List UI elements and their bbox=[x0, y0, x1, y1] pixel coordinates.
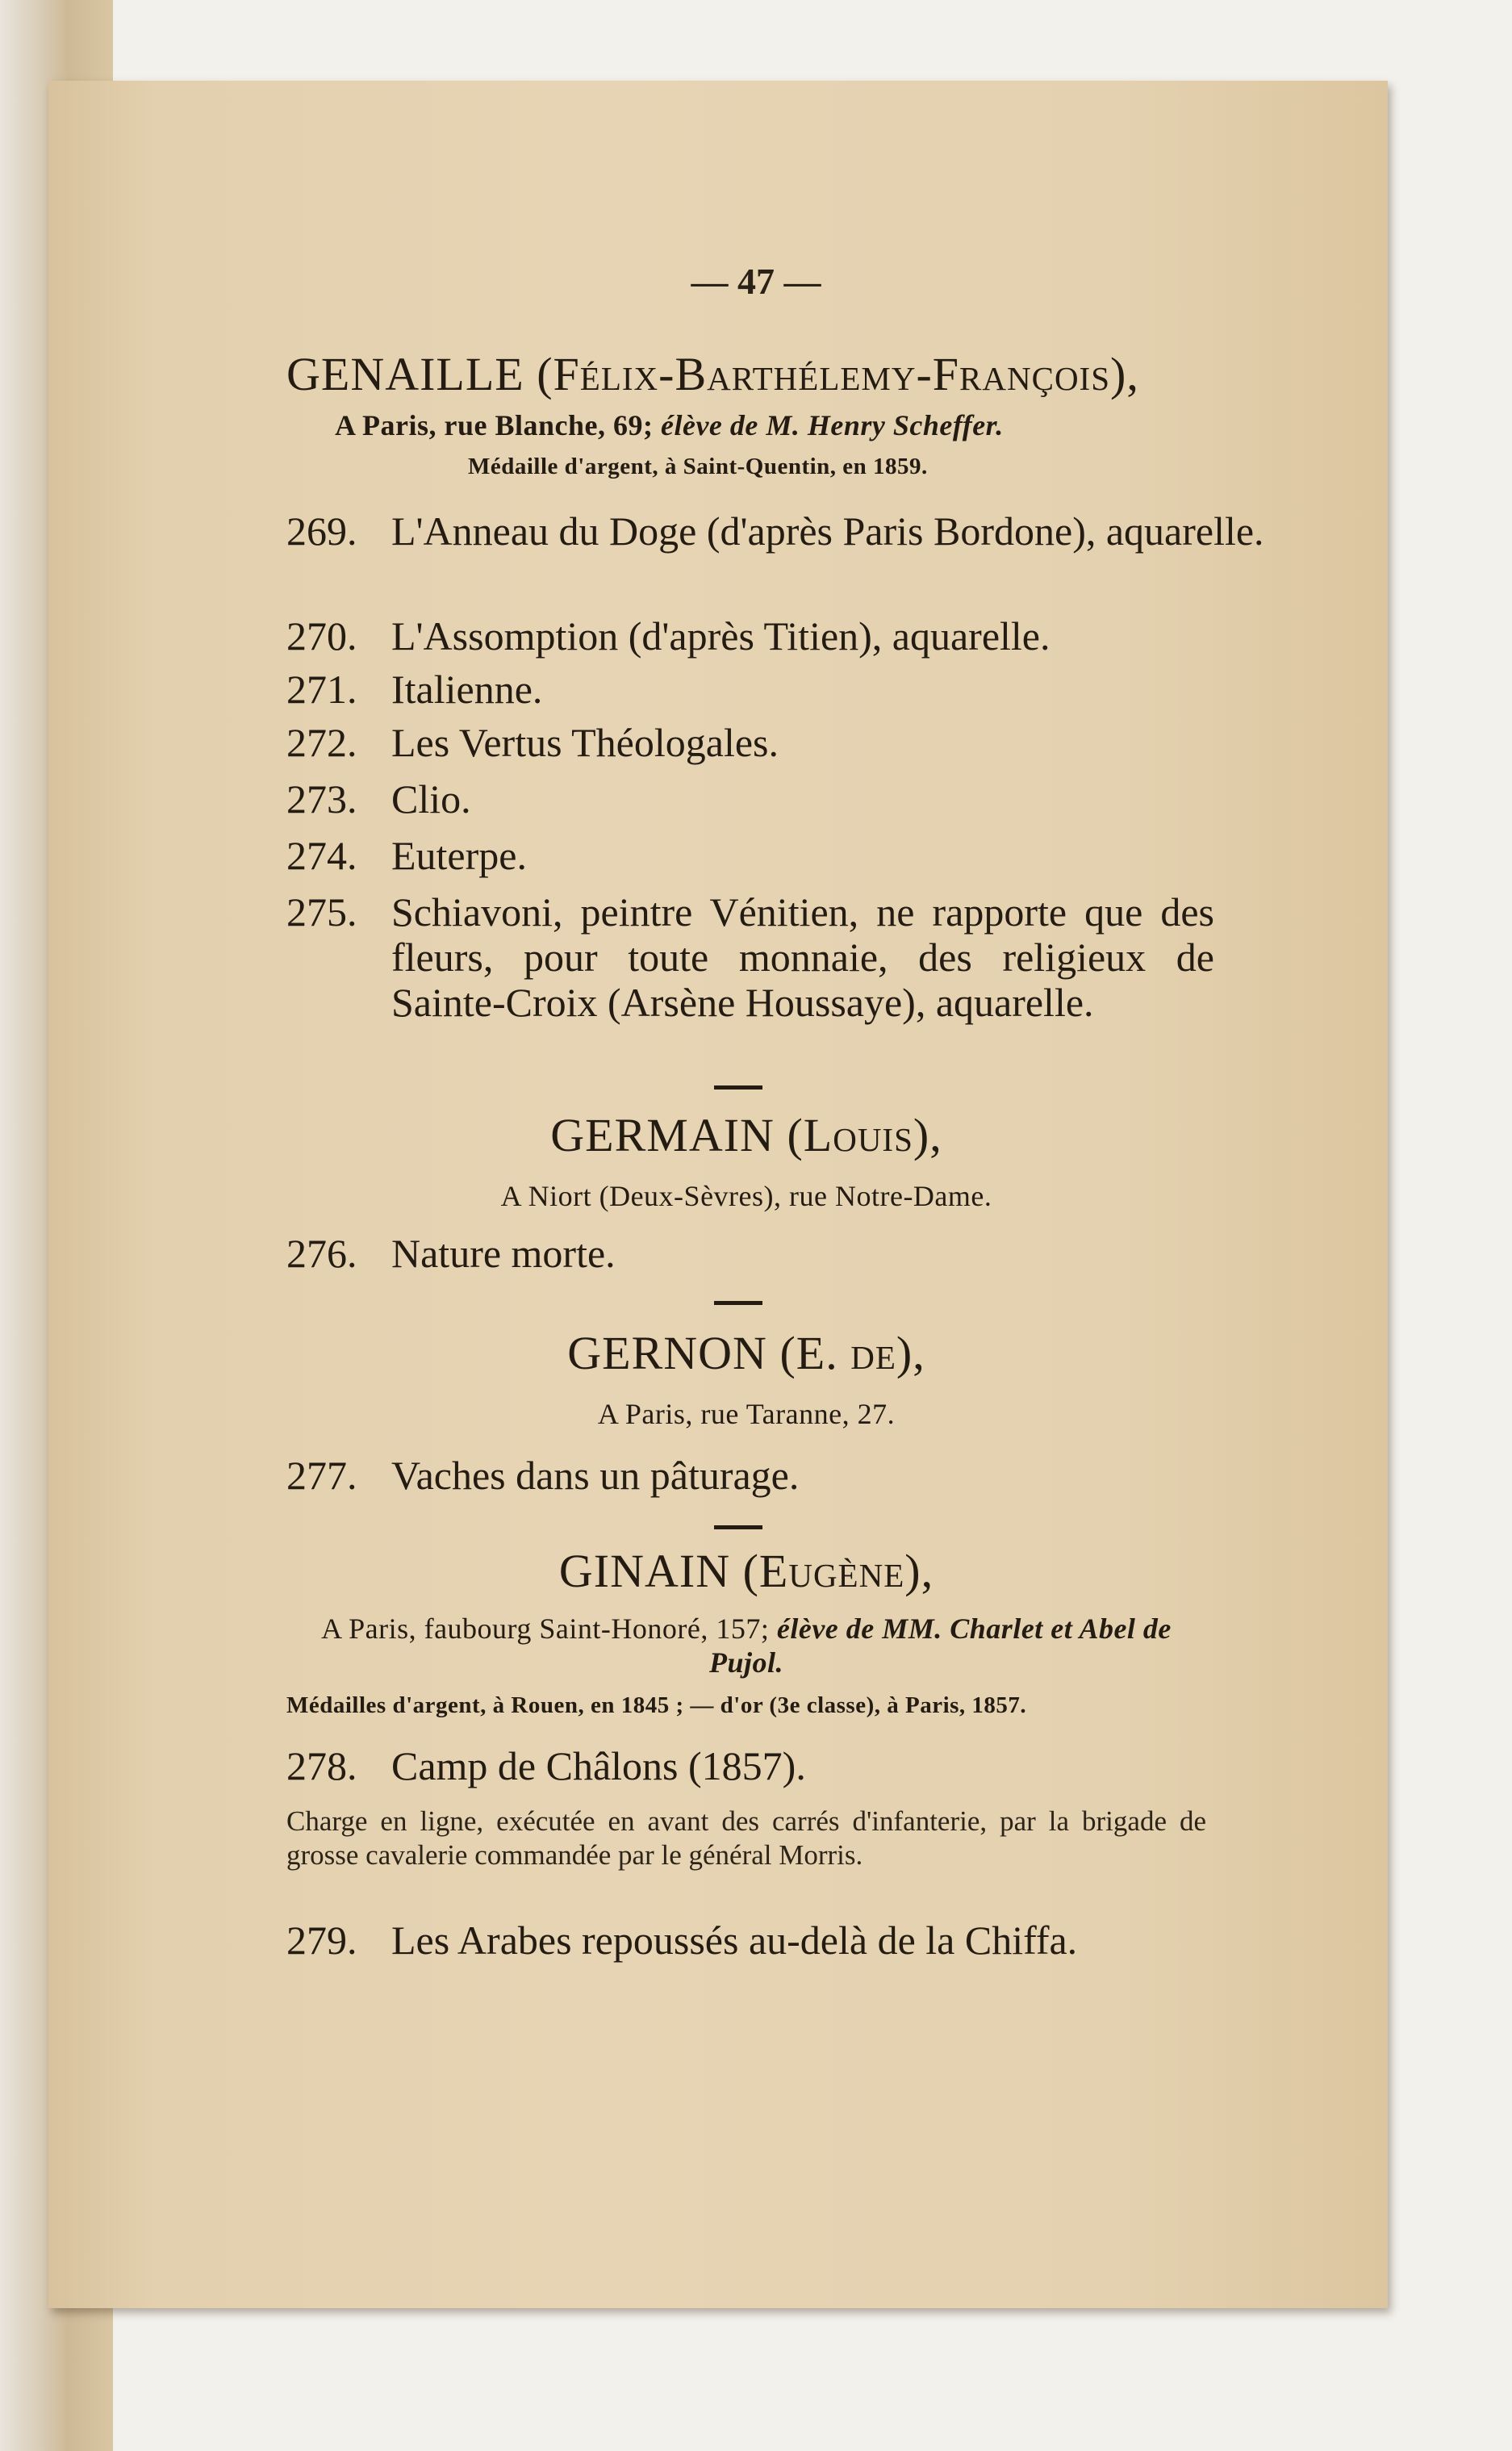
entry-title: Les Arabes repoussés au-delà de la Chiffa. bbox=[391, 1918, 1078, 1963]
artist-address: A Niort (Deux-Sèvres), rue Notre-Dame. bbox=[500, 1179, 992, 1212]
catalogue-entry bbox=[286, 508, 1279, 554]
section-separator bbox=[714, 1085, 762, 1090]
catalogue-entry bbox=[286, 776, 1214, 822]
artist-gernon bbox=[286, 1328, 1206, 1431]
artist-address bbox=[286, 408, 1206, 442]
entry-title: Schiavoni, peintre Vénitien, ne rapporte que des fleurs, pour toute monnaie, des religieux de Sainte-Croix (Arsène Houssaye), aquarelle. bbox=[391, 889, 1214, 1025]
entry-number: 269. bbox=[286, 508, 357, 554]
artist-name: GERNON (E. de), bbox=[567, 1327, 925, 1379]
artist-name: GINAIN (Eugène), bbox=[558, 1545, 934, 1597]
entry-title: Clio. bbox=[391, 776, 471, 822]
entry-number: 272. bbox=[286, 720, 357, 765]
page-number: — 47 — bbox=[691, 261, 821, 302]
artist-medal: Médaille d'argent, à Saint-Quentin, en 1859. bbox=[468, 453, 928, 479]
artist-given-name: Félix-Barthélemy-François bbox=[553, 348, 1111, 400]
catalogue-entry bbox=[286, 1453, 1214, 1498]
artist-surname: GERMAIN bbox=[550, 1109, 775, 1161]
artist-ginain bbox=[286, 1545, 1206, 1719]
address-text: A Paris, faubourg Saint-Honoré, 157; bbox=[321, 1612, 770, 1645]
entry-title: Camp de Châlons (1857). bbox=[391, 1743, 806, 1788]
address-teacher: élève de MM. Charlet et Abel de Pujol. bbox=[708, 1612, 1172, 1679]
entry-number: 274. bbox=[286, 833, 357, 878]
artist-name: GENAILLE (Félix-Barthélemy-François), bbox=[286, 348, 1139, 400]
artist-genaille bbox=[286, 349, 1206, 480]
artist-given-name: Louis bbox=[803, 1109, 913, 1161]
artist-germain bbox=[286, 1110, 1206, 1213]
address-text: A Paris, rue Blanche, 69; bbox=[335, 408, 654, 441]
entry-title: L'Assomption (d'après Titien), aquarelle. bbox=[391, 613, 1050, 659]
artist-medal: Médailles d'argent, à Rouen, en 1845 ; — d'or (3e classe), à Paris, 1857. bbox=[286, 1692, 1027, 1718]
section-separator bbox=[714, 1525, 762, 1529]
entry-title: Italienne. bbox=[391, 667, 543, 712]
entry-title: L'Anneau du Doge (d'après Paris Bordone), aquarelle. bbox=[391, 508, 1264, 554]
artist-surname: GINAIN bbox=[558, 1545, 731, 1597]
catalogue-entry bbox=[286, 613, 1214, 659]
artist-given-name: E. de bbox=[796, 1327, 896, 1379]
artist-surname: GENAILLE bbox=[286, 348, 524, 400]
entry-title: Nature morte. bbox=[391, 1231, 616, 1276]
entry-number: 270. bbox=[286, 613, 357, 659]
artist-surname: GERNON bbox=[567, 1327, 767, 1379]
entry-title: Vaches dans un pâturage. bbox=[391, 1453, 800, 1498]
artist-name: GERMAIN (Louis), bbox=[550, 1109, 942, 1161]
entry-number: 276. bbox=[286, 1231, 357, 1276]
catalogue-entry bbox=[286, 1231, 1214, 1276]
catalogue-entry bbox=[286, 1918, 1214, 1963]
entry-number: 271. bbox=[286, 667, 357, 712]
entry-number: 277. bbox=[286, 1453, 357, 1498]
entry-note: Charge en ligne, exécutée en avant des carrés d'infanterie, par la brigade de grosse cavalerie commandée par le général Morris. bbox=[286, 1805, 1206, 1871]
entry-title: Euterpe. bbox=[391, 833, 527, 878]
entry-number: 273. bbox=[286, 776, 357, 822]
catalogue-entry bbox=[286, 889, 1214, 1025]
entry-number: 279. bbox=[286, 1918, 357, 1963]
catalogue-entry bbox=[286, 720, 1214, 765]
entry-number: 278. bbox=[286, 1743, 357, 1788]
catalogue-entry bbox=[286, 667, 1214, 712]
entry-title: Les Vertus Théologales. bbox=[391, 720, 779, 765]
artist-given-name: Eugène bbox=[758, 1545, 905, 1597]
section-separator bbox=[714, 1301, 762, 1305]
catalogue-entry bbox=[286, 1743, 1214, 1788]
artist-address: A Paris, rue Taranne, 27. bbox=[597, 1397, 896, 1430]
artist-address bbox=[286, 1612, 1206, 1679]
entry-number: 275. bbox=[286, 889, 357, 935]
catalogue-entry bbox=[286, 833, 1214, 878]
address-teacher: élève de M. Henry Scheffer. bbox=[660, 408, 1004, 441]
